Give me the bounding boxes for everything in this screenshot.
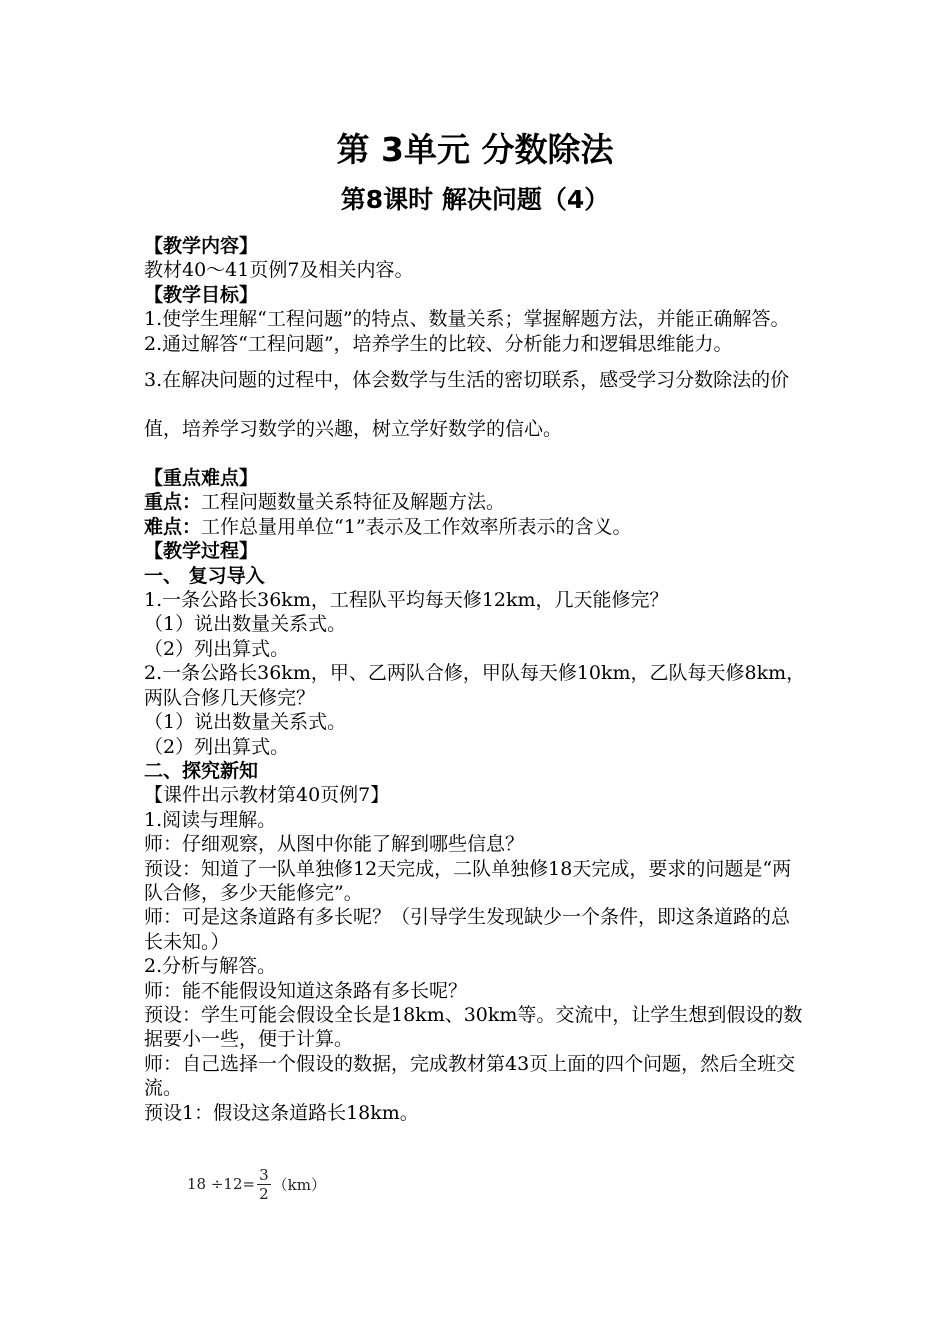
preset-2: 预设：学生可能会假设全长是18km、30km等。交流中，让学生想到假设的数据要小一些，便于计算。	[144, 1003, 803, 1051]
difficult-label: 难点：	[144, 515, 202, 538]
goal-2: 2.通过解答“工程问题”，培养学生的比较、分析能力和逻辑思维能力。	[144, 332, 733, 355]
key-text: 工程问题数量关系特征及解题方法。	[201, 491, 506, 514]
lesson-subtitle: 第8课时 解决问题（4）	[340, 185, 610, 214]
teacher-line-2: 师：可是这条道路有多长呢？（引导学生发现缺少一个条件，即这条道路的总长未知。）	[144, 906, 791, 953]
review-1: 1.一条公路长36km，工程队平均每天修12km，几天能修完？	[144, 589, 669, 612]
document-body	[144, 234, 808, 1125]
teacher-line-4: 师：自己选择一个假设的数据，完成教材第43页上面的四个问题，然后全班交流。	[144, 1052, 796, 1100]
content-text: 教材40～41页例7及相关内容。	[144, 259, 414, 282]
teacher-line-3: 师：能不能假设知道这条路有多长呢？	[144, 979, 468, 1002]
content-heading: 【教学内容】	[144, 235, 259, 257]
review-1b: （2）列出算式。	[144, 637, 290, 660]
key-point	[144, 490, 808, 514]
unit-title: 第 3单元 分数除法	[336, 130, 614, 169]
fraction-numerator: 3	[259, 1165, 269, 1184]
formula-lhs: 18 ÷12=	[187, 1175, 256, 1193]
key-label: 重点：	[144, 491, 202, 514]
courseware-note: 【课件出示教材第40页例7】	[144, 784, 390, 807]
difficult-point	[144, 515, 808, 539]
goals-heading: 【教学目标】	[144, 283, 259, 306]
part1-heading: 一、 复习导入	[144, 564, 265, 587]
step-2: 2.分析与解答。	[144, 955, 277, 978]
goal-1: 1.使学生理解“工程问题”的特点、数量关系；掌握解题方法，并能正确解答。	[144, 308, 790, 331]
preset-3: 预设1：假设这条道路长18km。	[144, 1101, 419, 1124]
fraction-denominator: 2	[259, 1184, 269, 1203]
formula-unit: （km）	[272, 1175, 326, 1194]
formula	[187, 1161, 326, 1207]
review-1a: （1）说出数量关系式。	[144, 613, 347, 636]
key-heading: 【重点难点】	[144, 467, 259, 490]
preset-1: 预设：知道了一队单独修12天完成，二队单独修18天完成，要求的问题是“两队合修，多少天能修完”。	[144, 857, 792, 904]
goal-3: 3.在解决问题的过程中，体会数学与生活的密切联系，感受学习分数除法的价值，培养学习数学的兴趣，树立学好数学的信心。	[144, 369, 790, 441]
difficult-text: 工作总量用单位“1”表示及工作效率所表示的含义。	[201, 515, 632, 538]
teacher-line-1: 师：仔细观察，从图中你能了解到哪些信息？	[144, 833, 525, 856]
review-2b: （2）列出算式。	[144, 735, 290, 758]
part2-heading: 二、探究新知	[144, 759, 259, 782]
review-2: 2.一条公路长36km，甲、乙两队合修，甲队每天修10km，乙队每天修8km，两队合修几天修完？	[144, 662, 806, 709]
review-2a: （1）说出数量关系式。	[144, 711, 347, 734]
process-heading: 【教学过程】	[144, 540, 259, 563]
formula-fraction	[257, 1166, 271, 1203]
step-1: 1.阅读与理解。	[144, 808, 277, 831]
